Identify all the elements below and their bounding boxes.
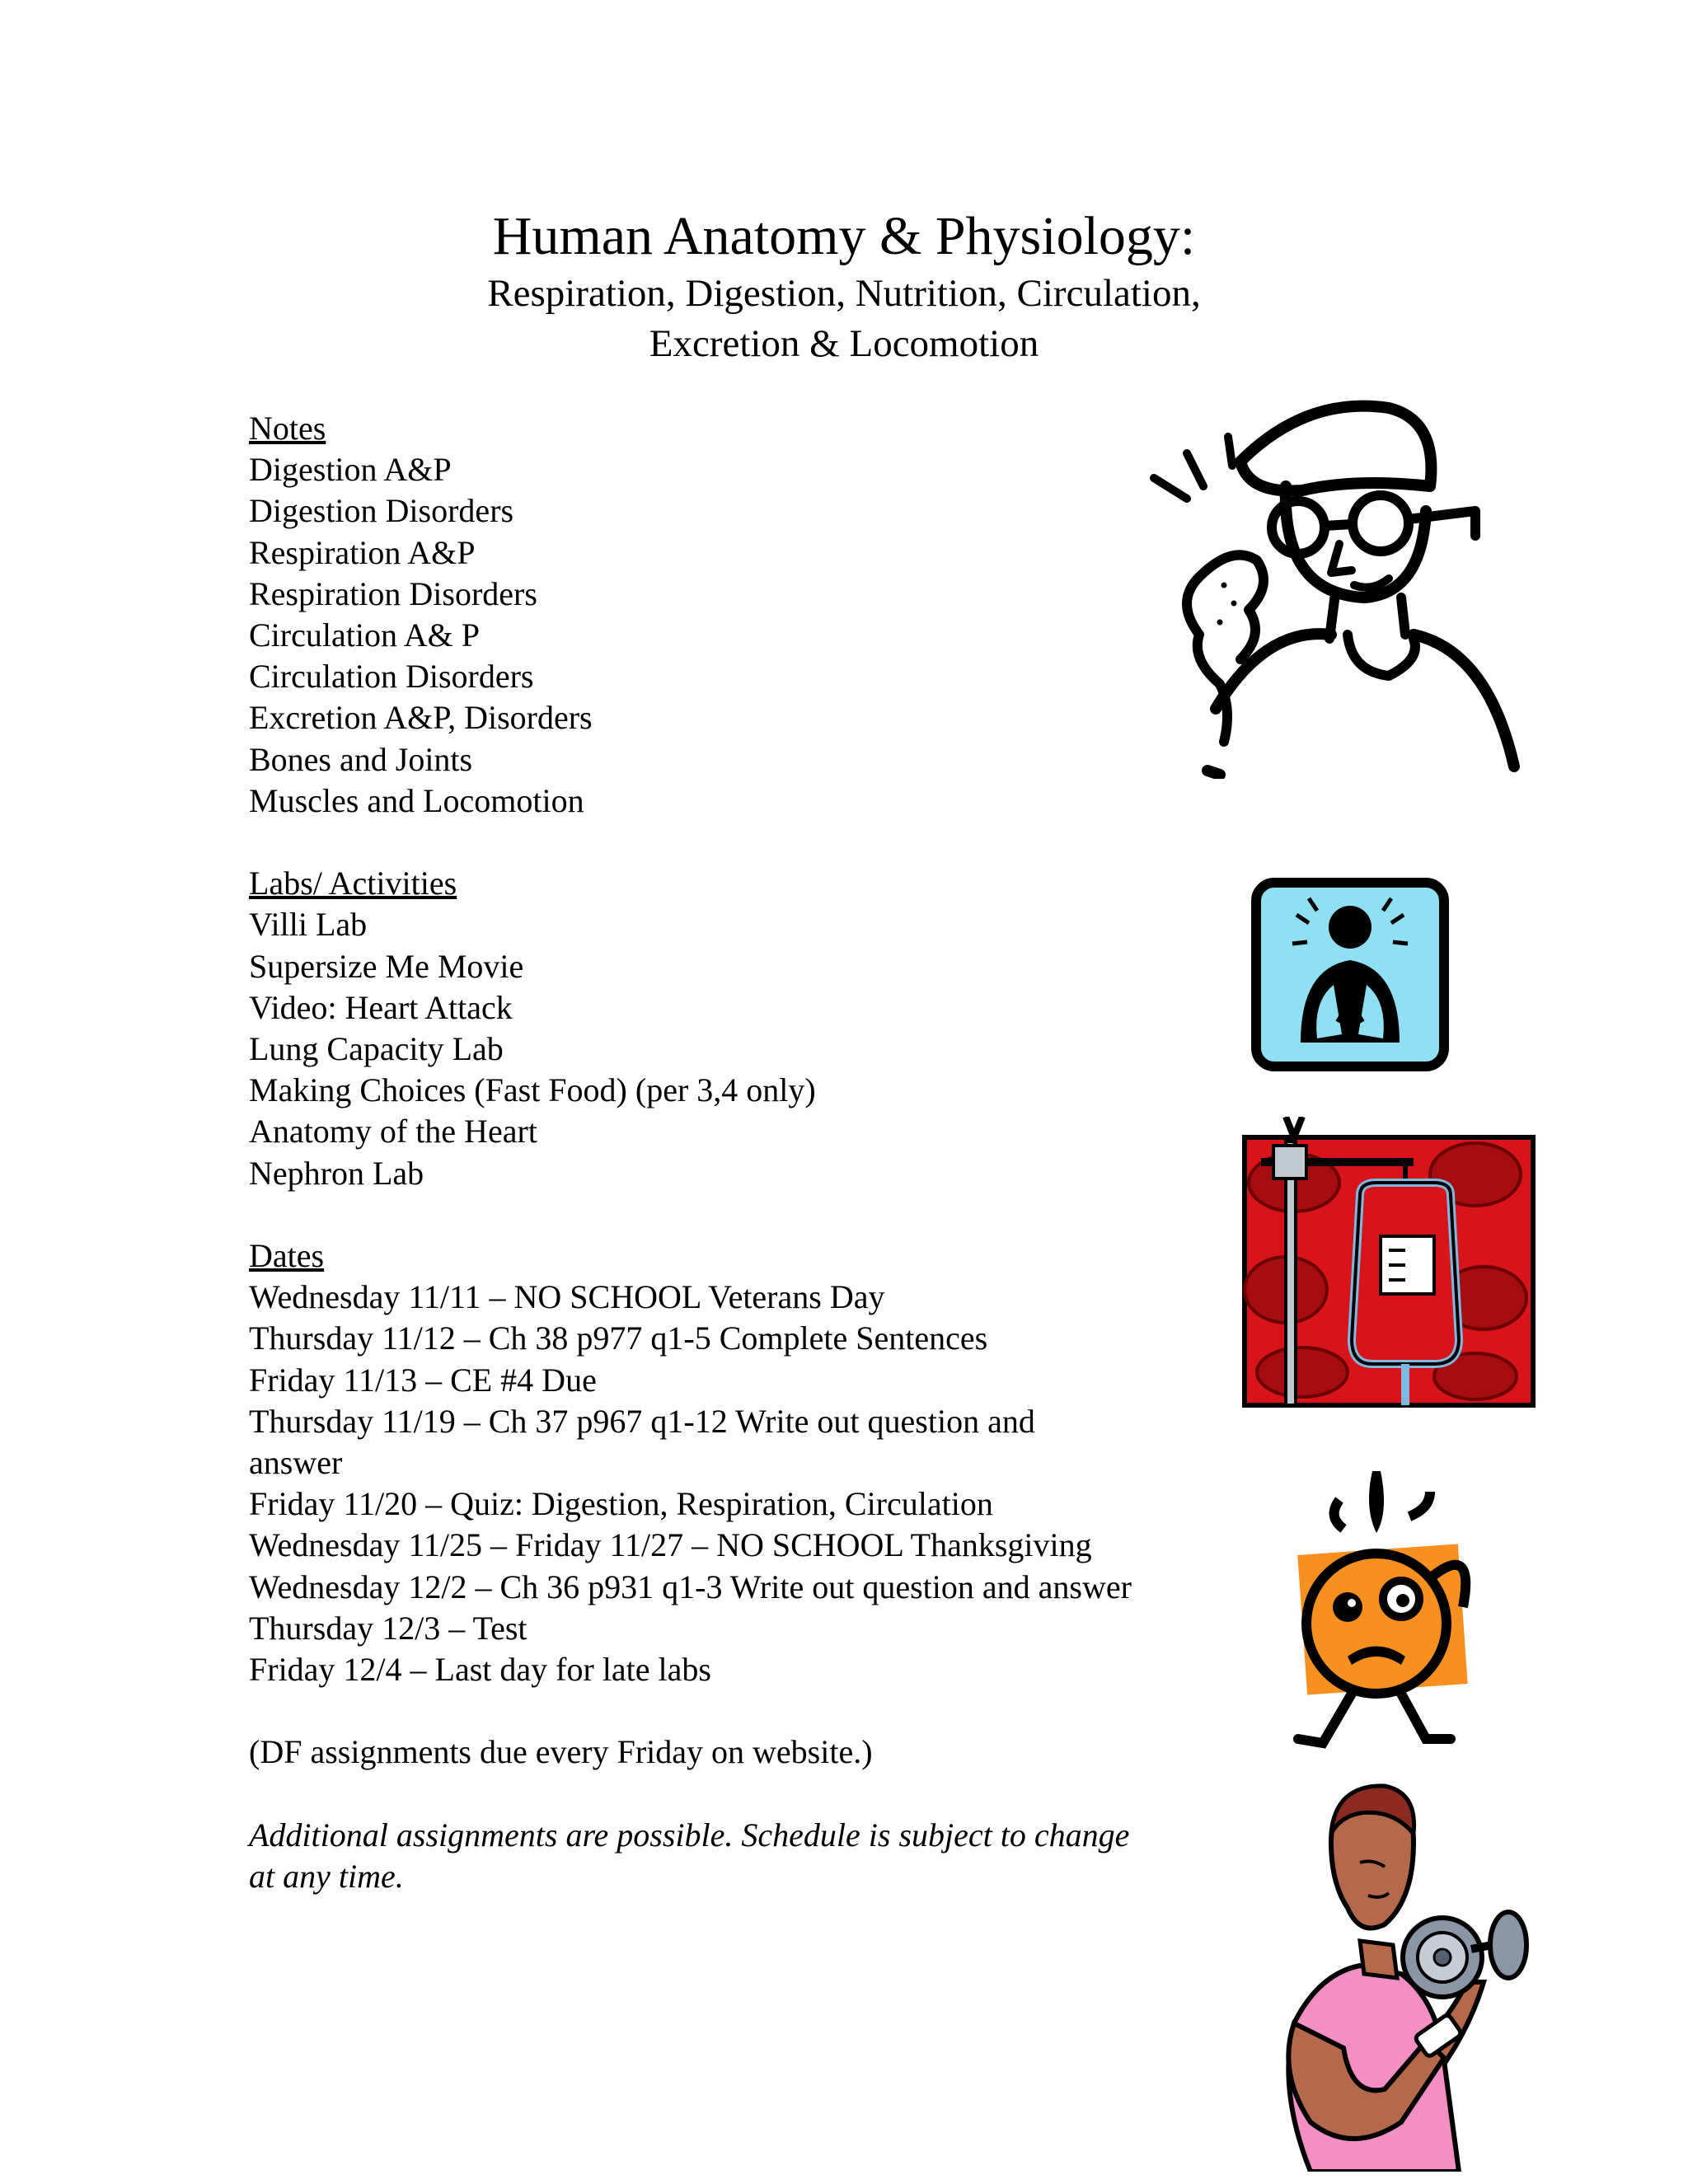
notes-item: Excretion A&P, Disorders	[249, 699, 593, 737]
dates-item: Friday 11/20 – Quiz: Digestion, Respiration, Circulation	[249, 1485, 993, 1523]
disclaimer-line-1: Additional assignments are possible. Schedule is subject to change	[249, 1816, 1130, 1854]
dates-item: Wednesday 12/2 – Ch 36 p931 q1-3 Write out question and answer	[249, 1568, 1132, 1605]
labs-item: Villi Lab	[249, 906, 368, 944]
labs-item: Video: Heart Attack	[249, 988, 513, 1026]
labs-heading: Labs/ Activities	[249, 865, 457, 902]
notes-item: Digestion Disorders	[249, 492, 514, 530]
subtitle-line-2: Excretion & Locomotion	[649, 322, 1039, 365]
notes-item: Digestion A&P	[249, 451, 452, 489]
labs-item: Nephron Lab	[249, 1154, 424, 1192]
spacer	[249, 1194, 1238, 1235]
dates-item: Thursday 11/12 – Ch 38 p977 q1-5 Complete Sentences	[249, 1319, 988, 1357]
page-title: Human Anatomy & Physiology:	[492, 206, 1196, 266]
page-subtitle	[0, 269, 1688, 369]
worried-character-icon	[1286, 1467, 1500, 1768]
dates-item: Friday 12/4 – Last day for late labs	[249, 1651, 711, 1689]
spacer	[249, 822, 1238, 863]
disclaimer-line-2: at any time.	[249, 1858, 404, 1896]
notes-item: Muscles and Locomotion	[249, 781, 584, 819]
man-eating-icon	[1142, 387, 1537, 779]
dates-item: Wednesday 11/25 – Friday 11/27 – NO SCHOOL Thanksgiving	[249, 1526, 1092, 1564]
dates-item: Thursday 11/19 – Ch 37 p967 q1-12 Write out question and	[249, 1402, 1035, 1440]
spacer	[249, 1690, 1238, 1732]
weightlifter-icon	[1261, 1776, 1541, 2172]
notes-item: Bones and Joints	[249, 740, 473, 778]
notes-item: Respiration Disorders	[249, 574, 537, 612]
schedule-content	[249, 408, 1238, 1897]
df-note: (DF assignments due every Friday on website.)	[249, 1733, 873, 1771]
notes-item: Circulation A& P	[249, 616, 480, 654]
dates-heading: Dates	[249, 1237, 325, 1275]
labs-item: Supersize Me Movie	[249, 947, 524, 985]
notes-item: Respiration A&P	[249, 533, 476, 571]
blood-bag-icon	[1236, 1117, 1537, 1409]
labs-item: Anatomy of the Heart	[249, 1113, 537, 1151]
labs-item: Lung Capacity Lab	[249, 1030, 504, 1068]
notes-item: Circulation Disorders	[249, 658, 534, 696]
dates-item: Friday 11/13 – CE #4 Due	[249, 1361, 597, 1399]
dates-item: answer	[249, 1444, 343, 1482]
subtitle-line-1: Respiration, Digestion, Nutrition, Circulation,	[487, 272, 1201, 315]
xray-lungs-icon	[1251, 878, 1449, 1071]
dates-item: Wednesday 11/11 – NO SCHOOL Veterans Day	[249, 1278, 885, 1316]
labs-item: Making Choices (Fast Food) (per 3,4 only)	[249, 1071, 816, 1109]
notes-heading: Notes	[249, 410, 326, 447]
spacer	[249, 1774, 1238, 1815]
dates-item: Thursday 12/3 – Test	[249, 1609, 528, 1647]
